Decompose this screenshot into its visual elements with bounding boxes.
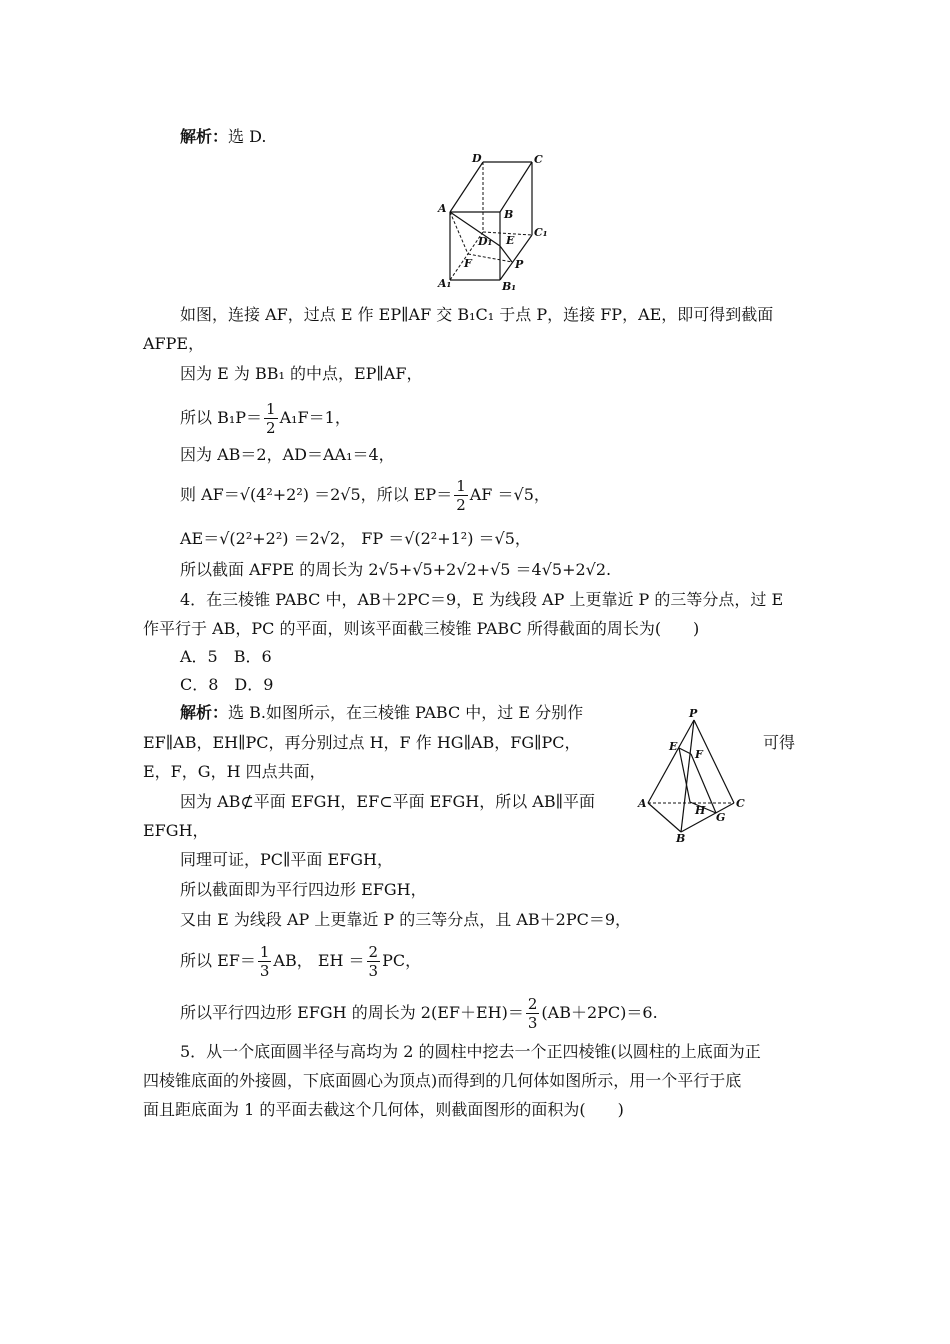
label-A: A <box>638 797 647 810</box>
denominator: 3 <box>259 962 270 980</box>
solution4-line2: EF∥AB，EH∥PC，再分别过点 H，F 作 HG∥AB，FG∥PC， <box>143 733 581 752</box>
solution3-line5: 因为 AB＝2，AD＝AA₁＝4， <box>180 445 395 464</box>
numerator: 2 <box>368 943 379 961</box>
solution4-line9 <box>180 940 421 982</box>
denominator: 3 <box>527 1014 538 1032</box>
text-segment: 所以 EF＝ <box>180 951 256 970</box>
solution4-line6: 同理可证，PC∥平面 EFGH， <box>180 850 394 869</box>
cuboid-figure <box>430 150 560 295</box>
numerator: 1 <box>456 477 466 495</box>
solution4-line3: E，F，G，H 四点共面， <box>143 762 326 781</box>
label-B: B <box>676 832 686 843</box>
solution3-line2: AFPE， <box>143 334 205 353</box>
solution4-line4: 因为 AB⊄平面 EFGH，EF⊂平面 EFGH，所以 AB∥平面 <box>180 792 595 811</box>
numerator: 1 <box>259 943 270 961</box>
question5-line3: 面且距底面为 1 的平面去截这个几何体，则截面图形的面积为( ) <box>143 1100 624 1119</box>
solution-label: 解析： <box>180 703 229 722</box>
text-segment: 所以平行四边形 EFGH 的周长为 2(EF＋EH)＝ <box>180 1003 524 1022</box>
text-segment: 选 B.如图所示，在三棱锥 PABC 中，过 E 分别作 <box>228 703 584 722</box>
label-D: D <box>472 152 482 165</box>
text-segment: 所以 B₁P＝ <box>180 408 263 427</box>
label-F: F <box>464 257 472 270</box>
text-segment: AB， EH ＝ <box>273 951 365 970</box>
label-C: C <box>534 153 543 166</box>
denominator: 2 <box>456 496 466 514</box>
solution4-line8: 又由 E 为线段 AP 上更靠近 P 的三等分点，且 AB＋2PC＝9， <box>180 910 632 929</box>
label-B1: B₁ <box>502 280 517 293</box>
label-C: C <box>736 797 745 810</box>
label-A: A <box>438 202 447 215</box>
pyramid-figure <box>636 708 756 843</box>
label-P: P <box>515 258 524 271</box>
numerator: 1 <box>266 400 276 418</box>
solution3-line8: 所以截面 AFPE 的周长为 2√5+√5+2√2+√5 ＝4√5+2√2. <box>180 560 612 579</box>
label-E: E <box>669 740 678 753</box>
label-D1: D₁ <box>478 235 493 248</box>
fraction <box>526 995 540 1032</box>
solution4-line1 <box>180 703 583 723</box>
question5-line1: 5．从一个底面圆半径与高均为 2 的圆柱中挖去一个正四棱锥(以圆柱的上底面为正 <box>180 1042 761 1061</box>
denominator: 3 <box>368 962 379 980</box>
label-B: B <box>504 208 514 221</box>
fraction <box>264 400 278 437</box>
text-segment: PC， <box>382 951 422 970</box>
denominator: 2 <box>266 419 276 437</box>
solution-label: 解析： <box>180 127 229 146</box>
label-G: G <box>716 811 726 824</box>
solution3-line3: 因为 E 为 BB₁ 的中点，EP∥AF， <box>180 364 423 383</box>
question4-line2: 作平行于 AB，PC 的平面，则该平面截三棱锥 PABC 所得截面的周长为( ) <box>143 619 700 638</box>
solution4-line2-right: 可得 <box>763 733 796 752</box>
answer-choice: 选 D. <box>228 127 267 146</box>
label-P: P <box>689 708 698 720</box>
solution3-header <box>180 127 266 147</box>
solution3-line7: AE＝√(2²+2²) ＝2√2， FP ＝√(2²+1²) ＝√5， <box>180 529 531 548</box>
label-F: F <box>695 748 703 761</box>
solution3-line4 <box>180 398 351 438</box>
question4-line1: 4．在三棱锥 PABC 中，AB＋2PC＝9，E 为线段 AP 上更靠近 P 的三等分点，过 E <box>180 590 784 609</box>
text-segment: (AB＋2PC)＝6. <box>541 1003 658 1022</box>
solution4-line5: EFGH， <box>143 821 209 840</box>
fraction <box>367 943 381 980</box>
question4-options-ab: A．5 B．6 <box>180 647 272 666</box>
text-segment: AF ＝√5， <box>469 485 550 504</box>
question5-line2: 四棱锥底面的外接圆，下底面圆心为顶点)而得到的几何体如图所示，用一个平行于底 <box>143 1071 742 1090</box>
label-E: E <box>506 234 515 247</box>
question4-options-cd: C．8 D．9 <box>180 675 274 694</box>
solution4-line10 <box>180 992 658 1034</box>
solution3-line6 <box>180 475 550 515</box>
text-segment: 则 AF＝√(4²+2²) ＝2√5，所以 EP＝ <box>180 485 453 504</box>
label-C1: C₁ <box>534 226 548 239</box>
solution4-line7: 所以截面即为平行四边形 EFGH， <box>180 880 427 899</box>
label-A1: A₁ <box>438 277 452 290</box>
solution3-line1: 如图，连接 AF，过点 E 作 EP∥AF 交 B₁C₁ 于点 P，连接 FP，AE，即可得到截面 <box>180 305 774 324</box>
fraction <box>258 943 272 980</box>
numerator: 2 <box>527 995 538 1013</box>
fraction <box>454 477 468 514</box>
text-segment: A₁F＝1， <box>279 408 351 427</box>
label-H: H <box>695 804 706 817</box>
